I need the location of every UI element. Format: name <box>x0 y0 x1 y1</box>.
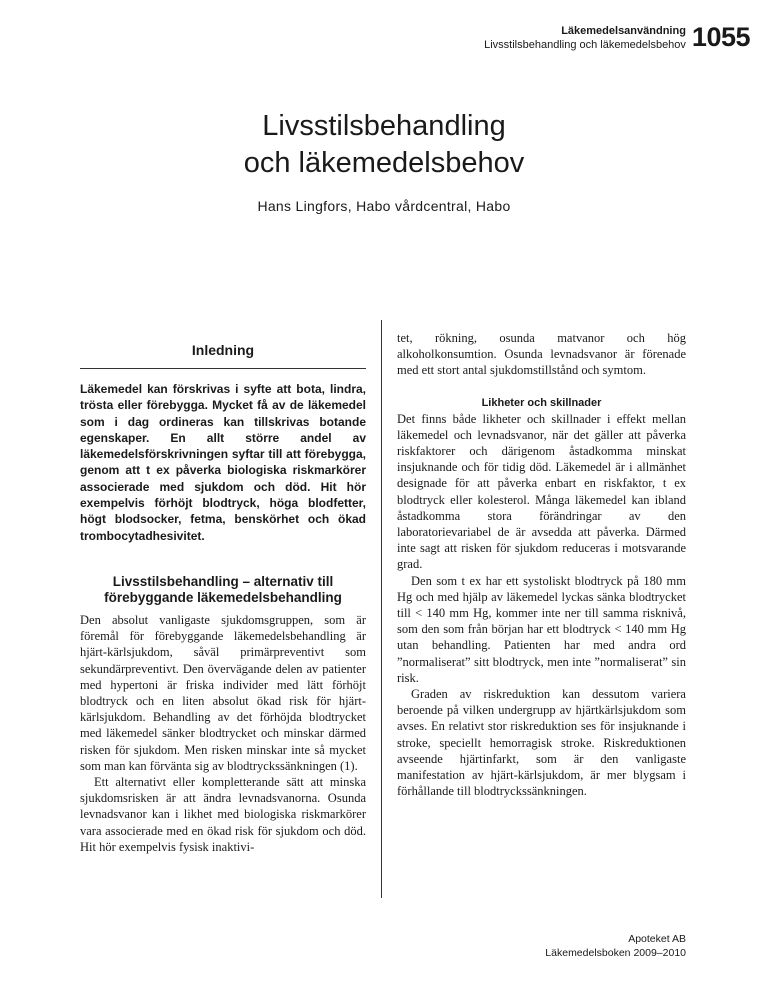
page-number: 1055 <box>691 22 750 52</box>
paragraph-continuation: tet, rökning, osunda matvanor och hög alkoholkonsumtion. Osunda levnadsvanor är förenade med ett stort antal sjukdomstillstånd och symtom. <box>397 331 686 378</box>
paragraph: Den absolut vanligaste sjukdomsgruppen, som är föremål för förebyggande läkemedelsbehandling är hjärt-kärlsjukdom, såväl primärpreventivt som sekundärpreventivt. Den övervägande delen av patienter med hypertoni är friska individer med lätt förhöjt blodtryck och en liten absolut ökad risk för hjärt-kärlsjukdom. Behandling av det förhöjda blodtrycket med läkemedel sänker blodtrycket och minskar därmed risken för sjukdom. Men risken minskar inte så mycket som man kan förvänta sig av blodtryckssänkningen (1). <box>80 612 366 773</box>
column-divider <box>381 320 382 898</box>
paragraph: Den som t ex har ett systoliskt blodtryck på 180 mm Hg och med hjälp av läkemedel lyckas sänka blodtrycket till < 140 mm Hg, kommer inte ner till samma risknivå, som den som från början har ett blodtryck < 140 mm Hg utan behandling. Patienten har med andra ord ”normaliserat” sitt blodtryck, men inte ”normaliserat” sin risk. <box>397 573 686 685</box>
running-header-text <box>484 24 686 52</box>
publisher-name: Apoteket AB <box>628 933 686 945</box>
running-header-section: Läkemedelsanvändning <box>561 25 686 37</box>
paragraph: Graden av riskreduktion kan dessutom variera beroende på vilken undergrupp av hjärtkärlsjukdom som avses. En relativt stor riskreduktion ses för insjuknande i stroke, speciellt hemorragisk stroke. Riskreduktionen avseende hjärtinfarkt, som är den vanligaste manifestation av hjärt-kärlsjukdom, är mer blygsam i förhållande till blodtryckssänkningen. <box>397 687 686 799</box>
article-author: Hans Lingfors, Habo vårdcentral, Habo <box>257 198 511 214</box>
intro-box <box>80 342 366 544</box>
running-header <box>484 22 750 52</box>
running-header-chapter: Livsstilsbehandling och läkemedelsbehov <box>484 39 686 51</box>
paragraph: Det finns både likheter och skillnader i effekt mellan läkemedel och levnadsvanor, när det gäller att påverka riskfaktorer och därigenom åstadkomma minskat insjuknande och för tidig död. Läkemedel är i allmänhet designade för att påverka enbart en riskfaktor, t ex blodtryck eller kolesterol. Många läkemedel kan ibland åstadkomma stora förändringar av den laboratorievariabel de är avsedda att påverka. Därmed inte sagt att risken för sjukdom reduceras i motsvarande grad. <box>397 411 686 572</box>
paragraph: Ett alternativt eller kompletterande sätt att minska sjukdomsrisken är att ändra levnadsvanorna. Osunda levnadsvanor kan i likhet med biologiska riskmarkörer vara associerade med en ökad risk för sjukdom och död. Hit hör exempelvis fysisk inaktivi- <box>80 775 366 854</box>
publisher-footer <box>545 932 686 960</box>
left-column <box>80 330 366 855</box>
article-title-line1: Livsstilsbehandling <box>262 110 506 142</box>
subheading-similarities: Likheter och skillnader <box>481 396 602 409</box>
article-head <box>0 108 768 214</box>
section-heading-line2: förebyggande läkemedelsbehandling <box>104 589 342 605</box>
right-column <box>397 330 686 799</box>
article-title-line2: och läkemedelsbehov <box>243 147 525 179</box>
book-title: Läkemedelsboken 2009–2010 <box>545 947 686 959</box>
section-heading-lifestyle <box>80 574 366 606</box>
intro-text: Läkemedel kan förskrivas i syfte att bota, lindra, trösta eller förebygga. Mycket få av de läkemedel som i dag ordineras kan tillskrivas botande egenskaper. En allt större andel av läkemedelsförskrivningen syftar till att förebygga, genom att t ex påverka biologiska riskmarkörer associerade med sjukdom och död. Hit hör exempelvis förhöjt blodtryck, höga blodfetter, högt blodsocker, fetma, benskörhet och ökad trombocytadhesivitet. <box>80 382 366 543</box>
intro-heading: Inledning <box>80 342 366 369</box>
section-heading-line1: Livsstilsbehandling – alternativ till <box>112 573 334 589</box>
article-title <box>0 108 768 182</box>
